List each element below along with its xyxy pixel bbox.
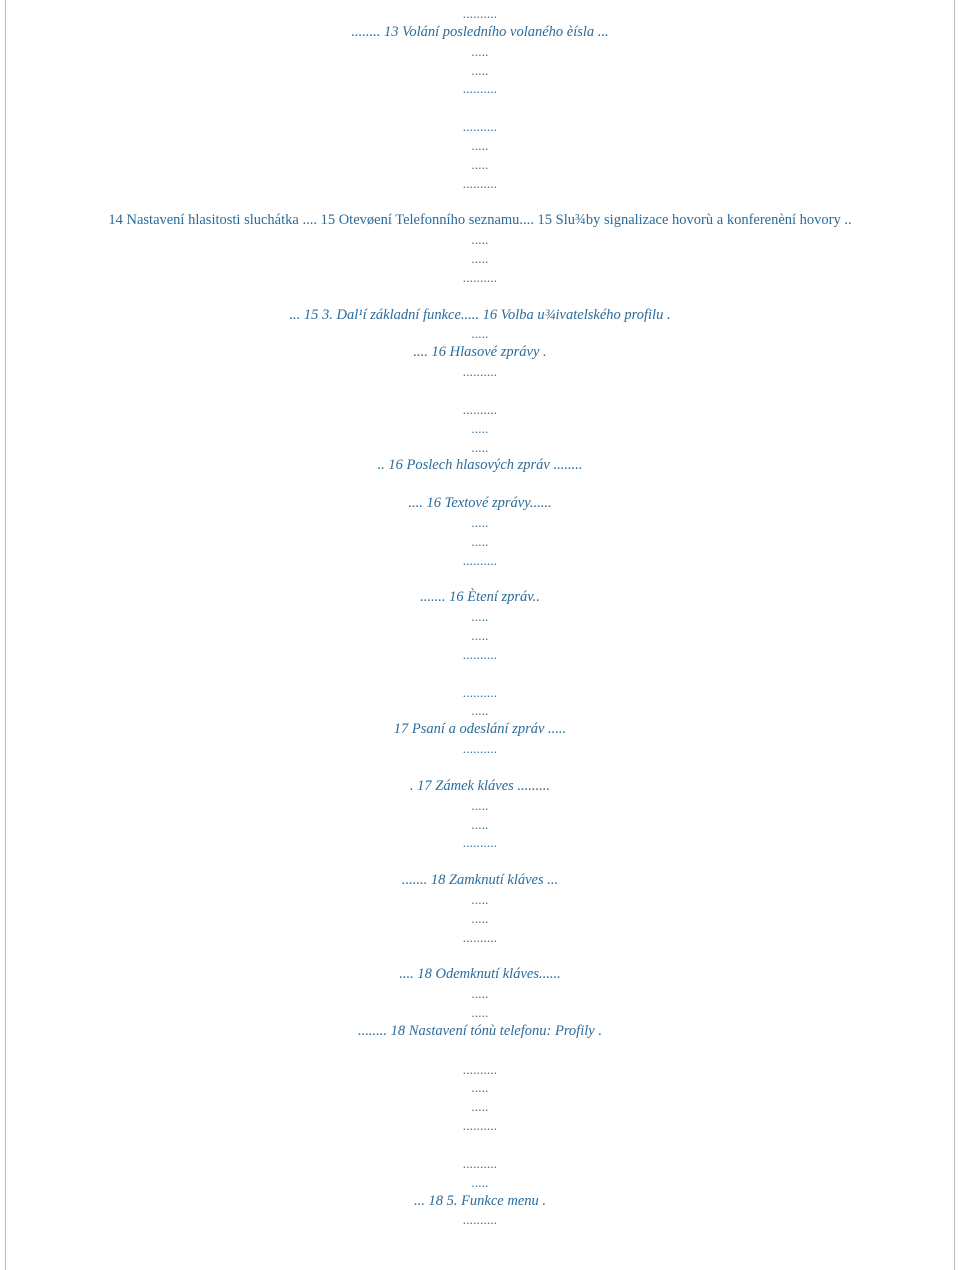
dot-leader-line: ..... — [471, 891, 489, 907]
dot-leader-line: .......... — [462, 364, 498, 380]
dot-leader-line: .......... — [462, 1061, 498, 1077]
dot-leader-line: .......... — [462, 1212, 498, 1228]
blank-line — [0, 947, 960, 966]
blank-line — [0, 852, 960, 871]
blank-line — [0, 1135, 960, 1154]
toc-entry: 17 Psaní a odeslání zpráv ..... — [393, 721, 567, 738]
dot-leader-line: ..... — [471, 703, 489, 719]
dot-leader-line: ..... — [471, 816, 489, 832]
dot-leader-line: ..... — [471, 251, 489, 267]
dot-leader-line: ..... — [471, 609, 489, 625]
dot-leader-line: ..... — [471, 1080, 489, 1096]
toc-entry: .... 18 Odemknutí kláves...... — [399, 966, 561, 983]
dot-leader-line: .......... — [462, 552, 498, 568]
blank-line — [0, 381, 960, 400]
blank-line — [0, 758, 960, 777]
dot-leader-line: ..... — [471, 910, 489, 926]
dot-leader-line: ..... — [471, 628, 489, 644]
dot-leader-line: ..... — [471, 137, 489, 153]
dot-leader-line: .......... — [462, 119, 498, 135]
dot-leader-line: .......... — [462, 81, 498, 97]
dot-leader-line: ..... — [471, 986, 489, 1002]
dot-leader-line: .......... — [462, 646, 498, 662]
dot-leader-line: ..... — [471, 1099, 489, 1115]
toc-entry: .... 16 Hlasové zprávy . — [413, 344, 547, 361]
blank-line — [0, 664, 960, 683]
dot-leader-line: ..... — [471, 43, 489, 59]
dot-leader-line: ..... — [471, 156, 489, 172]
dot-leader-line: .......... — [462, 1155, 498, 1171]
dot-leader-line: ..... — [471, 533, 489, 549]
dot-leader-line: ..... — [471, 420, 489, 436]
blank-line — [0, 475, 960, 494]
toc-entry: ... 15 3. Dal¹í základní funkce..... 16 Volba u¾ivatelského profilu . — [289, 306, 671, 323]
blank-line — [0, 193, 960, 212]
toc-entry: .... 16 Textové zprávy...... — [408, 495, 552, 512]
dot-leader-line: ..... — [471, 439, 489, 455]
dot-leader-line: ..... — [471, 62, 489, 78]
toc-entry: . 17 Zámek kláves ......... — [409, 777, 551, 794]
toc-entry: 14 Nastavení hlasitosti sluchátka .... 15 Otevøení Telefonního seznamu.... 15 Slu¾by signalizace hovorù a konferenèní hovory .. — [108, 212, 852, 229]
dot-leader-line: .......... — [462, 401, 498, 417]
dot-leader-line: ..... — [471, 797, 489, 813]
dot-leader-line: .......... — [462, 741, 498, 757]
dot-leader-line: .......... — [462, 6, 498, 21]
dot-leader-line: .......... — [462, 684, 498, 700]
blank-line — [0, 287, 960, 306]
dot-leader-line: .......... — [462, 1118, 498, 1134]
dot-leader-line: ..... — [471, 1174, 489, 1190]
toc-entry: ........ 13 Volání posledního volaného èísla ... — [351, 23, 609, 40]
dot-leader-line: .......... — [462, 835, 498, 851]
toc-entry: ... 18 5. Funkce menu . — [413, 1192, 547, 1209]
toc-entry: ....... 18 Zamknutí kláves ... — [401, 872, 559, 889]
dot-leader-line: ..... — [471, 232, 489, 248]
blank-line — [0, 98, 960, 117]
toc-entry: ....... 16 Ètení zpráv.. — [420, 589, 540, 606]
blank-line — [0, 1041, 960, 1060]
dot-leader-line: ..... — [471, 514, 489, 530]
dot-leader-line: .......... — [462, 175, 498, 191]
dot-leader-line: .......... — [462, 929, 498, 945]
toc-entry: ........ 18 Nastavení tónù telefonu: Profily . — [358, 1022, 602, 1039]
dot-leader-line: ..... — [471, 326, 489, 342]
blank-line — [0, 570, 960, 589]
dot-leader-line: .......... — [462, 269, 498, 285]
dot-leader-line: ..... — [471, 1005, 489, 1021]
toc-entry: .. 16 Poslech hlasových zpráv ........ — [377, 457, 583, 474]
